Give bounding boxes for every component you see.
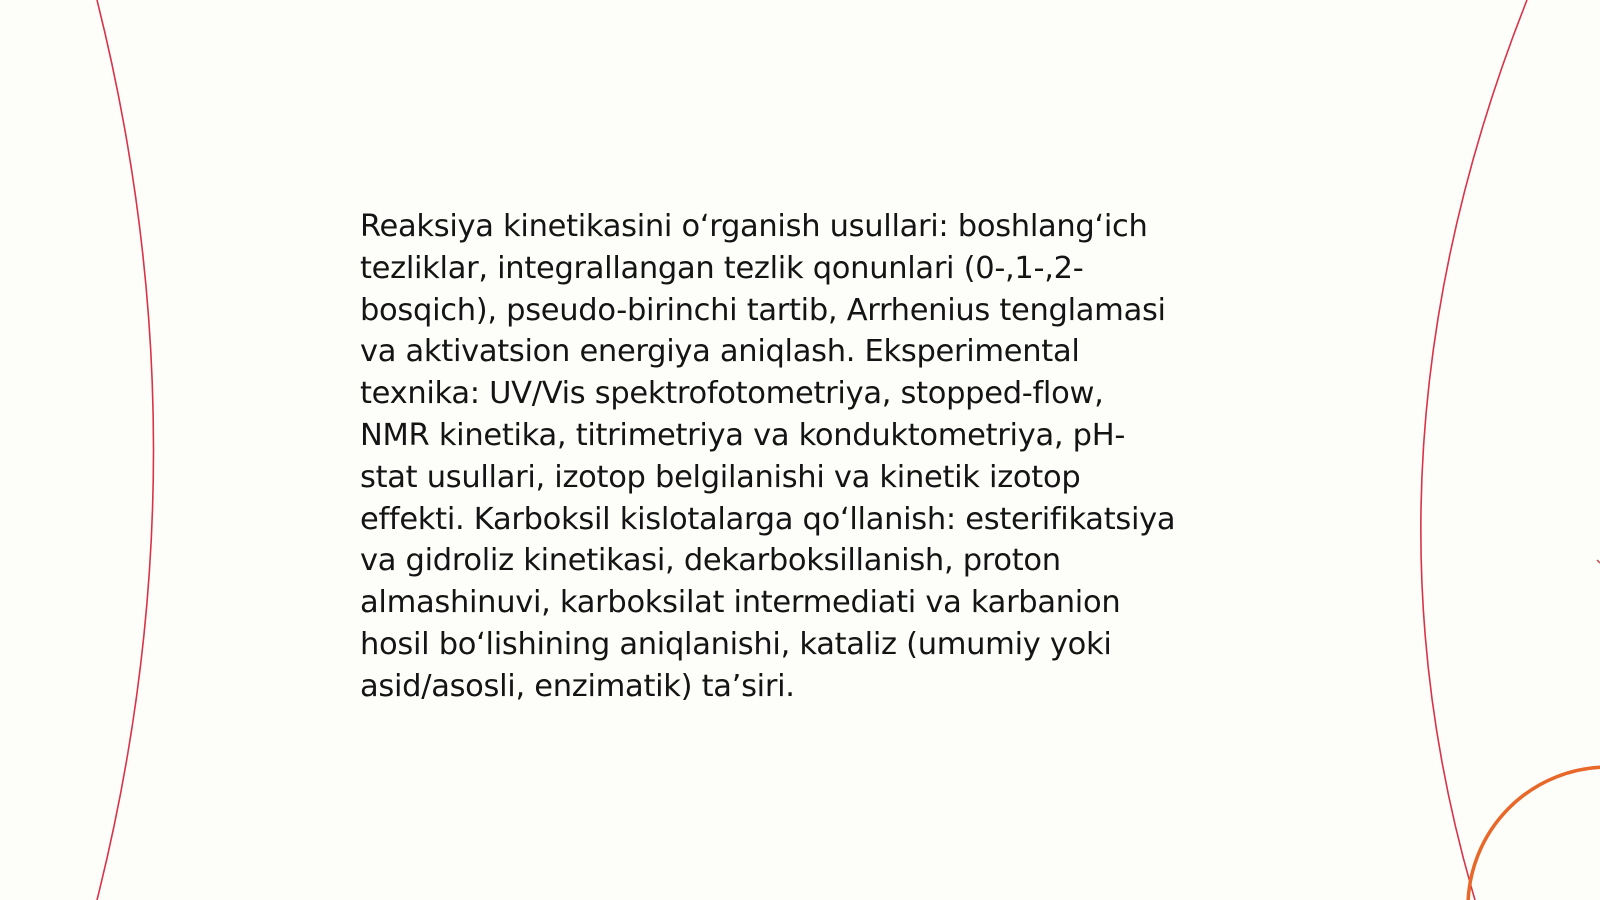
right-arc bbox=[1421, 0, 1527, 900]
body-line: hosil bo‘lishining aniqlanishi, kataliz (umumiy yoki bbox=[360, 626, 1112, 662]
body-line: Reaksiya kinetikasini o‘rganish usullari: boshlang‘ich bbox=[360, 209, 1148, 244]
body-line: tezliklar, integrallangan tezlik qonunlari (0-,1-,2- bbox=[360, 250, 1084, 286]
body-line: effekti. Karboksil kislotalarga qo‘llanish: esterifikatsiya bbox=[360, 501, 1176, 537]
body-line: va gidroliz kinetikasi, dekarboksillanish, proton bbox=[360, 543, 1061, 579]
body-paragraph bbox=[360, 206, 1260, 708]
body-line: stat usullari, izotop belgilanishi va kinetik izotop bbox=[360, 459, 1081, 495]
left-arc bbox=[97, 0, 154, 900]
body-line: almashinuvi, karboksilat intermediati va karbanion bbox=[360, 585, 1121, 621]
orange-circle bbox=[1468, 767, 1600, 900]
body-line: texnika: UV/Vis spektrofotometriya, stopped-flow, bbox=[360, 376, 1104, 412]
body-line: asid/asosli, enzimatik) ta’siri. bbox=[360, 668, 795, 704]
body-line: bosqich), pseudo-birinchi tartib, Arrhenius tenglamasi bbox=[360, 292, 1166, 328]
body-line: NMR kinetika, titrimetriya va konduktometriya, pH- bbox=[360, 417, 1126, 453]
body-line: va aktivatsion energiya aniqlash. Eksperimental bbox=[360, 334, 1080, 370]
